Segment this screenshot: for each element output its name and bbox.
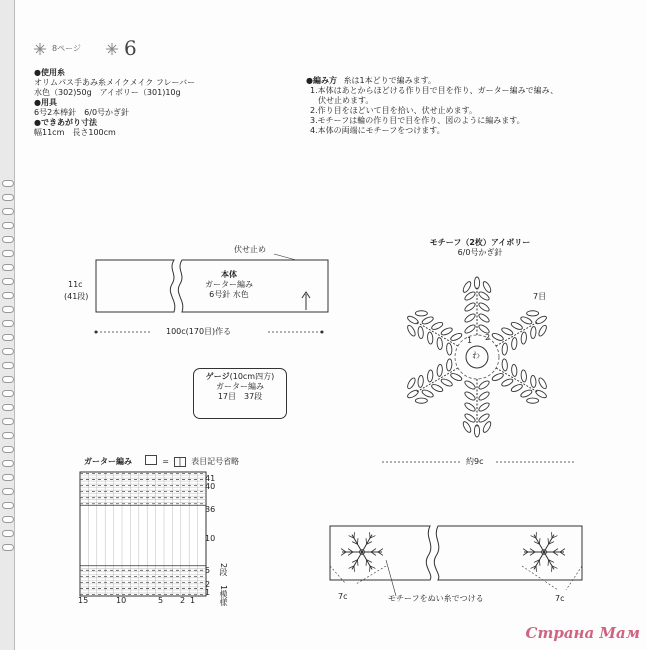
chain-loop	[406, 377, 417, 390]
tools-value: 6号2本棒針 6/0号かぎ針	[34, 108, 130, 117]
size-heading: ●できあがり寸法	[34, 118, 97, 127]
assembly-diagram	[326, 520, 586, 600]
row-label: 1	[205, 588, 211, 597]
bind-off-label: 伏せ止め	[234, 245, 266, 254]
chain-loop	[520, 389, 533, 399]
gauge-unit: (10cm四方)	[229, 372, 275, 381]
col-label: 15	[78, 596, 89, 605]
repeat-rows-label: 2段	[219, 563, 228, 577]
chain-loop	[421, 389, 434, 399]
col-label: 2	[180, 596, 186, 605]
chain-loop	[501, 327, 514, 337]
chart-frame	[80, 472, 206, 596]
chain-loop	[527, 398, 539, 403]
blank-square-icon	[145, 455, 157, 465]
col-label: 1	[190, 596, 196, 605]
motif-hook: 6/0号かぎ針	[457, 248, 503, 257]
tools-heading: ●用具	[34, 98, 57, 107]
chain-loop	[535, 389, 548, 400]
chain-loop	[491, 332, 504, 342]
chain-loop	[446, 343, 452, 355]
instructions-note: 糸は1本どりで編みます。	[343, 76, 436, 85]
assembly-left-size: 7c	[338, 592, 348, 601]
chain-loop	[482, 281, 493, 294]
motif-petal-label: 7目	[533, 292, 547, 301]
chain-loop	[474, 425, 479, 437]
motif-arm	[400, 304, 465, 359]
chain-loop	[462, 281, 473, 294]
chain-loop	[530, 375, 536, 387]
chain-loop	[502, 343, 508, 355]
scarf-rows: (41段)	[64, 292, 89, 301]
row-label: 40	[205, 482, 216, 491]
chain-loop	[418, 326, 424, 338]
chain-loop	[537, 324, 548, 337]
instruction-step: 4.本体の両端にモチーフをつけます。	[310, 126, 445, 135]
row-label: 10	[205, 534, 216, 543]
chain-loop	[510, 321, 523, 331]
chain-loop	[478, 312, 491, 323]
chain-loop	[418, 375, 424, 387]
motif-arm	[462, 379, 493, 437]
chain-loop	[462, 421, 473, 434]
chain-loop	[501, 378, 514, 388]
instructions-heading: ●編み方	[306, 76, 337, 85]
instruction-step: 伏せ止めます。	[310, 96, 374, 105]
gauge-box	[193, 368, 287, 419]
scarf-body-title: 本体	[221, 270, 237, 279]
chain-loop	[478, 401, 491, 412]
assembly-right-size: 7c	[555, 594, 565, 603]
chain-loop	[406, 324, 417, 337]
instruction-step: 1.本体はあとからほどける作り目で目を作り、ガーター編みで編み、	[310, 86, 559, 95]
chain-loop	[478, 390, 491, 401]
motif-center-ring-label: わ	[472, 351, 480, 360]
chain-loop	[446, 359, 452, 371]
scarf-body-label	[194, 270, 264, 300]
chain-loop	[511, 364, 517, 376]
chain-loop	[491, 372, 504, 382]
legend-equals: =	[162, 457, 169, 466]
motif-heading	[400, 238, 560, 258]
snowflake-icon	[106, 43, 118, 55]
page-header	[34, 38, 174, 60]
chain-loop	[427, 370, 433, 382]
col-label: 10	[116, 596, 127, 605]
legend-text: 表目記号省略	[191, 457, 240, 466]
chain-loop	[530, 326, 536, 338]
snowflake-icon	[34, 43, 46, 55]
chain-loop	[450, 372, 463, 382]
scarf-right-end	[434, 526, 582, 580]
chain-loop	[464, 312, 477, 323]
chain-loop	[440, 327, 453, 337]
chain-loop	[502, 359, 508, 371]
chain-loop	[464, 301, 477, 312]
chain-loop	[535, 315, 548, 326]
chain-loop	[474, 277, 479, 289]
yarn-heading: ●使用糸	[34, 68, 65, 77]
chain-loop	[427, 332, 433, 344]
instruction-step: 3.モチーフは輪の作り目で目を作り、図のように編みます。	[310, 116, 525, 125]
chain-loop	[521, 332, 527, 344]
chain-loop	[464, 401, 477, 412]
chain-loop	[431, 321, 444, 331]
chain-loop	[440, 378, 453, 388]
chain-loop	[450, 332, 463, 342]
instructions-section	[306, 76, 606, 136]
scarf-stitch: ガーター編み	[205, 280, 253, 289]
chain-loop	[464, 379, 477, 390]
chain-loop	[406, 315, 419, 326]
garter-chart-legend	[84, 449, 284, 466]
scarf-width-row	[92, 326, 326, 338]
chain-loop	[478, 301, 491, 312]
pattern-number: 6	[124, 36, 137, 60]
knit-symbol: |	[174, 457, 186, 467]
mini-snowflake	[523, 532, 565, 572]
chain-loop	[421, 316, 434, 326]
size-value: 幅11cm 長さ100cm	[34, 128, 116, 137]
motif-round-1: 1	[467, 336, 473, 345]
motif-size-row	[380, 456, 576, 468]
chain-loop	[437, 337, 443, 349]
chain-loop	[527, 311, 539, 316]
gauge-count: 17目 37段	[217, 392, 263, 401]
materials-section	[34, 68, 284, 138]
col-label: 5	[158, 596, 164, 605]
gauge-stitch: ガーター編み	[216, 382, 264, 391]
row-label: 41	[205, 474, 216, 483]
chain-loop	[415, 398, 427, 403]
instruction-step: 2.作り目をほどいて目を拾い、伏せ止めます。	[310, 106, 477, 115]
chain-loop	[521, 370, 527, 382]
chain-loop	[510, 383, 523, 393]
chain-loop	[482, 421, 493, 434]
chain-loop	[415, 311, 427, 316]
chain-loop	[464, 390, 477, 401]
page-reference: 8ページ	[52, 44, 81, 53]
scarf-height: 11c	[68, 280, 83, 289]
mini-snowflake	[341, 532, 383, 572]
motif-round-2: 2	[485, 333, 491, 342]
row-label: 2	[205, 580, 211, 589]
yarn-colors: 水色（302)50g アイボリー（301)10g	[34, 88, 181, 97]
scarf-width: 100c(170目)作る	[166, 327, 232, 336]
chain-loop	[520, 316, 533, 326]
site-watermark: Страна Мам	[525, 624, 640, 642]
motif-arm	[462, 277, 493, 335]
gauge-title: ゲージ	[205, 372, 230, 381]
yarn-name: オリムパス手あみ糸メイクメイク フレーバー	[34, 78, 196, 87]
repeat-pattern-label: 1模様	[219, 585, 228, 607]
chain-loop	[478, 379, 491, 390]
scarf-needle-color: 6号針 水色	[209, 290, 249, 299]
chain-loop	[464, 323, 477, 334]
binding-spiral	[0, 0, 15, 650]
row-label: 36	[205, 505, 216, 514]
chain-loop	[511, 337, 517, 349]
motif-size: 約9c	[466, 457, 484, 466]
chain-loop	[431, 383, 444, 393]
chain-loop	[537, 377, 548, 390]
garter-chart-title: ガーター編み	[84, 457, 132, 466]
assembly-note: モチーフをぬい糸でつける	[388, 594, 484, 603]
motif-title: モチーフ（2枚）アイボリー	[429, 238, 531, 247]
chain-loop	[406, 389, 419, 400]
row-label: 5	[205, 566, 211, 575]
chain-loop	[437, 364, 443, 376]
